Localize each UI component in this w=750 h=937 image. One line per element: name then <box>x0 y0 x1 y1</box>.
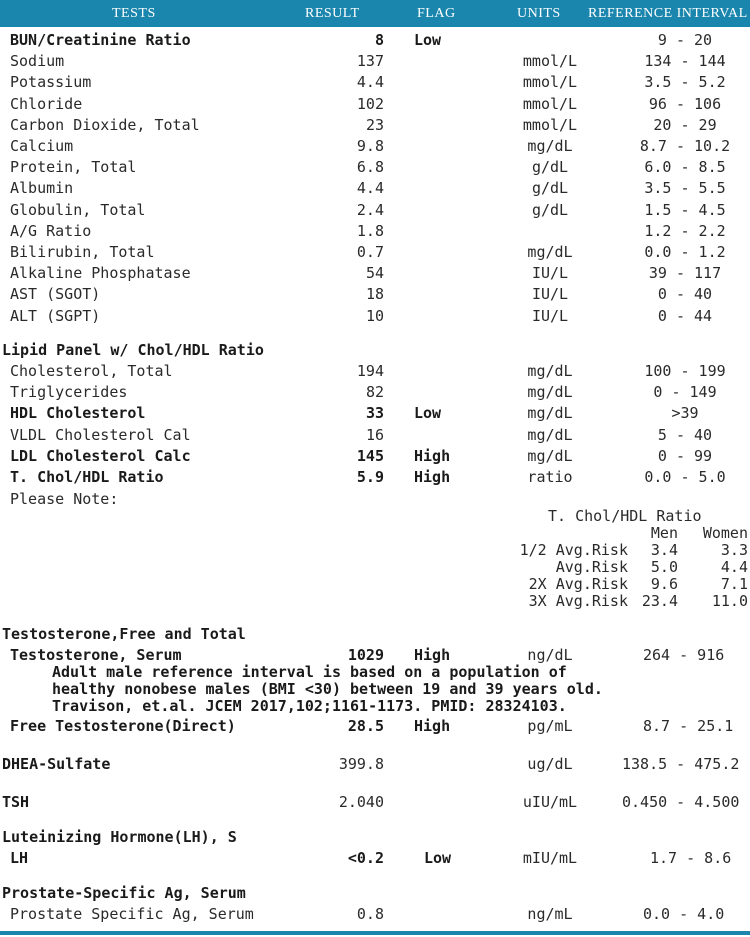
test-name: ALT (SGPT) <box>10 306 101 325</box>
test-result: 23 <box>365 115 384 134</box>
test-reference: 5 - 40 <box>657 425 713 444</box>
test-name: Bilirubin, Total <box>10 243 155 261</box>
ratio-table-title: T. Chol/HDL Ratio <box>548 507 702 525</box>
ratio-women-value: 11.0 <box>711 592 748 610</box>
test-flag: Low <box>414 31 442 49</box>
test-units: mmol/L <box>522 115 578 134</box>
table-header <box>0 0 750 27</box>
test-reference: 1.5 - 4.5 <box>644 200 726 219</box>
header-reference: REFERENCE INTERVAL <box>588 6 748 21</box>
test-name: LDL Cholesterol Calc <box>10 446 191 465</box>
test-result: 4.4 <box>356 73 384 92</box>
test-units: IU/L <box>531 264 569 283</box>
test-name: Carbon Dioxide, Total <box>10 115 200 134</box>
ratio-women-value: 4.4 <box>720 558 748 576</box>
free-testosterone-flag: High <box>414 717 451 735</box>
test-name: A/G Ratio <box>10 221 92 240</box>
dhea-ref: 138.5 - 475.2 <box>622 755 740 773</box>
test-reference: 20 - 29 <box>653 115 717 134</box>
test-name: Alkaline Phosphatase <box>10 264 191 283</box>
test-result: 137 <box>356 52 384 71</box>
test-reference: 0.0 - 1.2 <box>644 243 726 261</box>
header-flag: FLAG <box>417 6 456 21</box>
test-units: g/dL <box>531 200 569 219</box>
testosterone-note-line-1: Adult male reference interval is based on a population of <box>52 663 567 681</box>
test-result: 16 <box>365 425 384 444</box>
lh-units: mIU/mL <box>522 849 578 867</box>
ratio-risk-label: 1/2 Avg.Risk <box>519 541 628 559</box>
test-flag: High <box>414 446 451 465</box>
test-flag: Low <box>414 404 442 423</box>
test-name: VLDL Cholesterol Cal <box>10 425 191 444</box>
lh-ref: 1.7 - 8.6 <box>650 849 732 867</box>
test-reference: 1.2 - 2.2 <box>644 221 726 240</box>
test-units: mmol/L <box>522 52 578 71</box>
free-testosterone-ref: 8.7 - 25.1 <box>643 717 734 735</box>
test-units: mg/dL <box>527 383 573 402</box>
test-reference: >39 <box>671 404 699 423</box>
test-reference: 96 - 106 <box>648 94 722 113</box>
test-reference: 0 - 40 <box>657 285 713 304</box>
header-units: UNITS <box>517 6 561 21</box>
testosterone-serum-result: 1029 <box>347 646 384 664</box>
ratio-women-value: 3.3 <box>720 541 748 559</box>
psa-units: ng/mL <box>527 905 573 923</box>
test-units: mg/dL <box>527 404 573 423</box>
test-units: g/dL <box>531 158 569 177</box>
dhea-name: DHEA-Sulfate <box>2 755 111 773</box>
test-reference: 39 - 117 <box>648 264 722 283</box>
test-name: HDL Cholesterol <box>10 404 146 423</box>
test-result: 4.4 <box>356 179 384 198</box>
testosterone-note-line-2: healthy nonobese males (BMI <30) between 19 and 39 years old. <box>52 680 603 698</box>
test-result: 0.7 <box>356 243 384 261</box>
test-units: mg/dL <box>527 446 573 465</box>
please-note-label: Please Note: <box>10 490 119 508</box>
test-result: 10 <box>365 306 384 325</box>
testosterone-section-title: Testosterone,Free and Total <box>2 625 246 643</box>
ratio-risk-label: 2X Avg.Risk <box>528 575 628 593</box>
test-units: IU/L <box>531 285 569 304</box>
ratio-women-value: 7.1 <box>720 575 748 593</box>
test-name: Chloride <box>10 94 83 113</box>
test-result: 6.8 <box>356 158 384 177</box>
test-reference: 3.5 - 5.2 <box>644 73 726 92</box>
test-name: Protein, Total <box>10 158 137 177</box>
test-reference: 0 - 99 <box>657 446 713 465</box>
ratio-men-value: 9.6 <box>650 575 678 593</box>
test-result: 33 <box>365 404 384 423</box>
testosterone-serum-ref: 264 - 916 <box>643 646 725 664</box>
lipid-panel-title: Lipid Panel w/ Chol/HDL Ratio <box>2 341 264 359</box>
test-result: 2.4 <box>356 200 384 219</box>
test-units: mmol/L <box>522 94 578 113</box>
dhea-units: ug/dL <box>527 755 573 773</box>
test-name: Globulin, Total <box>10 200 146 219</box>
test-reference: 6.0 - 8.5 <box>644 158 726 177</box>
test-reference: 0 - 149 <box>653 383 717 402</box>
test-units: mg/dL <box>527 362 573 380</box>
test-reference: 100 - 199 <box>644 362 726 380</box>
test-result: 8 <box>374 31 384 49</box>
psa-ref: 0.0 - 4.0 <box>643 905 725 923</box>
free-testosterone-units: pg/mL <box>527 717 573 735</box>
test-reference: 3.5 - 5.5 <box>644 179 726 198</box>
testosterone-serum-name: Testosterone, Serum <box>10 646 182 664</box>
test-reference: 0.0 - 5.0 <box>644 468 726 486</box>
lh-section-title: Luteinizing Hormone(LH), S <box>2 828 237 846</box>
test-name: BUN/Creatinine Ratio <box>10 31 191 49</box>
test-name: Sodium <box>10 52 65 71</box>
dhea-result: 399.8 <box>338 755 384 773</box>
free-testosterone-name: Free Testosterone(Direct) <box>10 717 236 735</box>
test-result: 194 <box>356 362 384 380</box>
test-result: 18 <box>365 285 384 304</box>
test-result: 1.8 <box>356 221 384 240</box>
test-units: IU/L <box>531 306 569 325</box>
ratio-men-value: 3.4 <box>650 541 678 559</box>
psa-result: 0.8 <box>356 905 384 923</box>
ratio-col-women: Women <box>702 524 748 542</box>
test-units: mmol/L <box>522 73 578 92</box>
test-result: 9.8 <box>356 137 384 155</box>
test-name: T. Chol/HDL Ratio <box>10 468 164 486</box>
test-units: mg/dL <box>527 425 573 444</box>
test-reference: 0 - 44 <box>657 306 713 325</box>
ratio-men-value: 5.0 <box>650 558 678 576</box>
bottom-rule <box>0 931 750 935</box>
test-units: mg/dL <box>527 137 573 155</box>
test-name: Cholesterol, Total <box>10 362 173 380</box>
tsh-result: 2.040 <box>338 793 384 811</box>
test-flag: High <box>414 468 451 486</box>
header-tests: TESTS <box>112 6 156 21</box>
test-reference: 9 - 20 <box>657 31 713 49</box>
test-reference: 8.7 - 10.2 <box>639 137 731 155</box>
test-units: ratio <box>527 468 573 486</box>
test-name: Triglycerides <box>10 383 128 402</box>
test-name: Potassium <box>10 73 92 92</box>
test-result: 5.9 <box>356 468 384 486</box>
lh-result: <0.2 <box>347 849 384 867</box>
test-units: mg/dL <box>527 243 573 261</box>
test-result: 54 <box>365 264 384 283</box>
tsh-ref: 0.450 - 4.500 <box>622 793 740 811</box>
testosterone-note-line-3: Travison, et.al. JCEM 2017,102;1161-1173. PMID: 28324103. <box>52 697 567 715</box>
tsh-units: uIU/mL <box>522 793 578 811</box>
lh-name: LH <box>10 849 29 867</box>
tsh-name: TSH <box>2 793 30 811</box>
header-result: RESULT <box>305 6 360 21</box>
test-result: 145 <box>356 446 384 465</box>
ratio-col-men: Men <box>650 524 678 542</box>
test-units: g/dL <box>531 179 569 198</box>
ratio-men-value: 23.4 <box>641 592 678 610</box>
ratio-risk-label: 3X Avg.Risk <box>528 592 628 610</box>
psa-name: Prostate Specific Ag, Serum <box>10 905 254 923</box>
test-name: Calcium <box>10 137 74 155</box>
ratio-risk-label: Avg.Risk <box>555 558 628 576</box>
psa-section-title: Prostate-Specific Ag, Serum <box>2 884 246 902</box>
testosterone-serum-flag: High <box>414 646 451 664</box>
lh-flag: Low <box>424 849 452 867</box>
test-name: AST (SGOT) <box>10 285 101 304</box>
test-result: 82 <box>365 383 384 402</box>
test-name: Albumin <box>10 179 74 198</box>
free-testosterone-result: 28.5 <box>347 717 384 735</box>
testosterone-serum-units: ng/dL <box>527 646 573 664</box>
test-result: 102 <box>356 94 384 113</box>
test-reference: 134 - 144 <box>644 52 726 71</box>
